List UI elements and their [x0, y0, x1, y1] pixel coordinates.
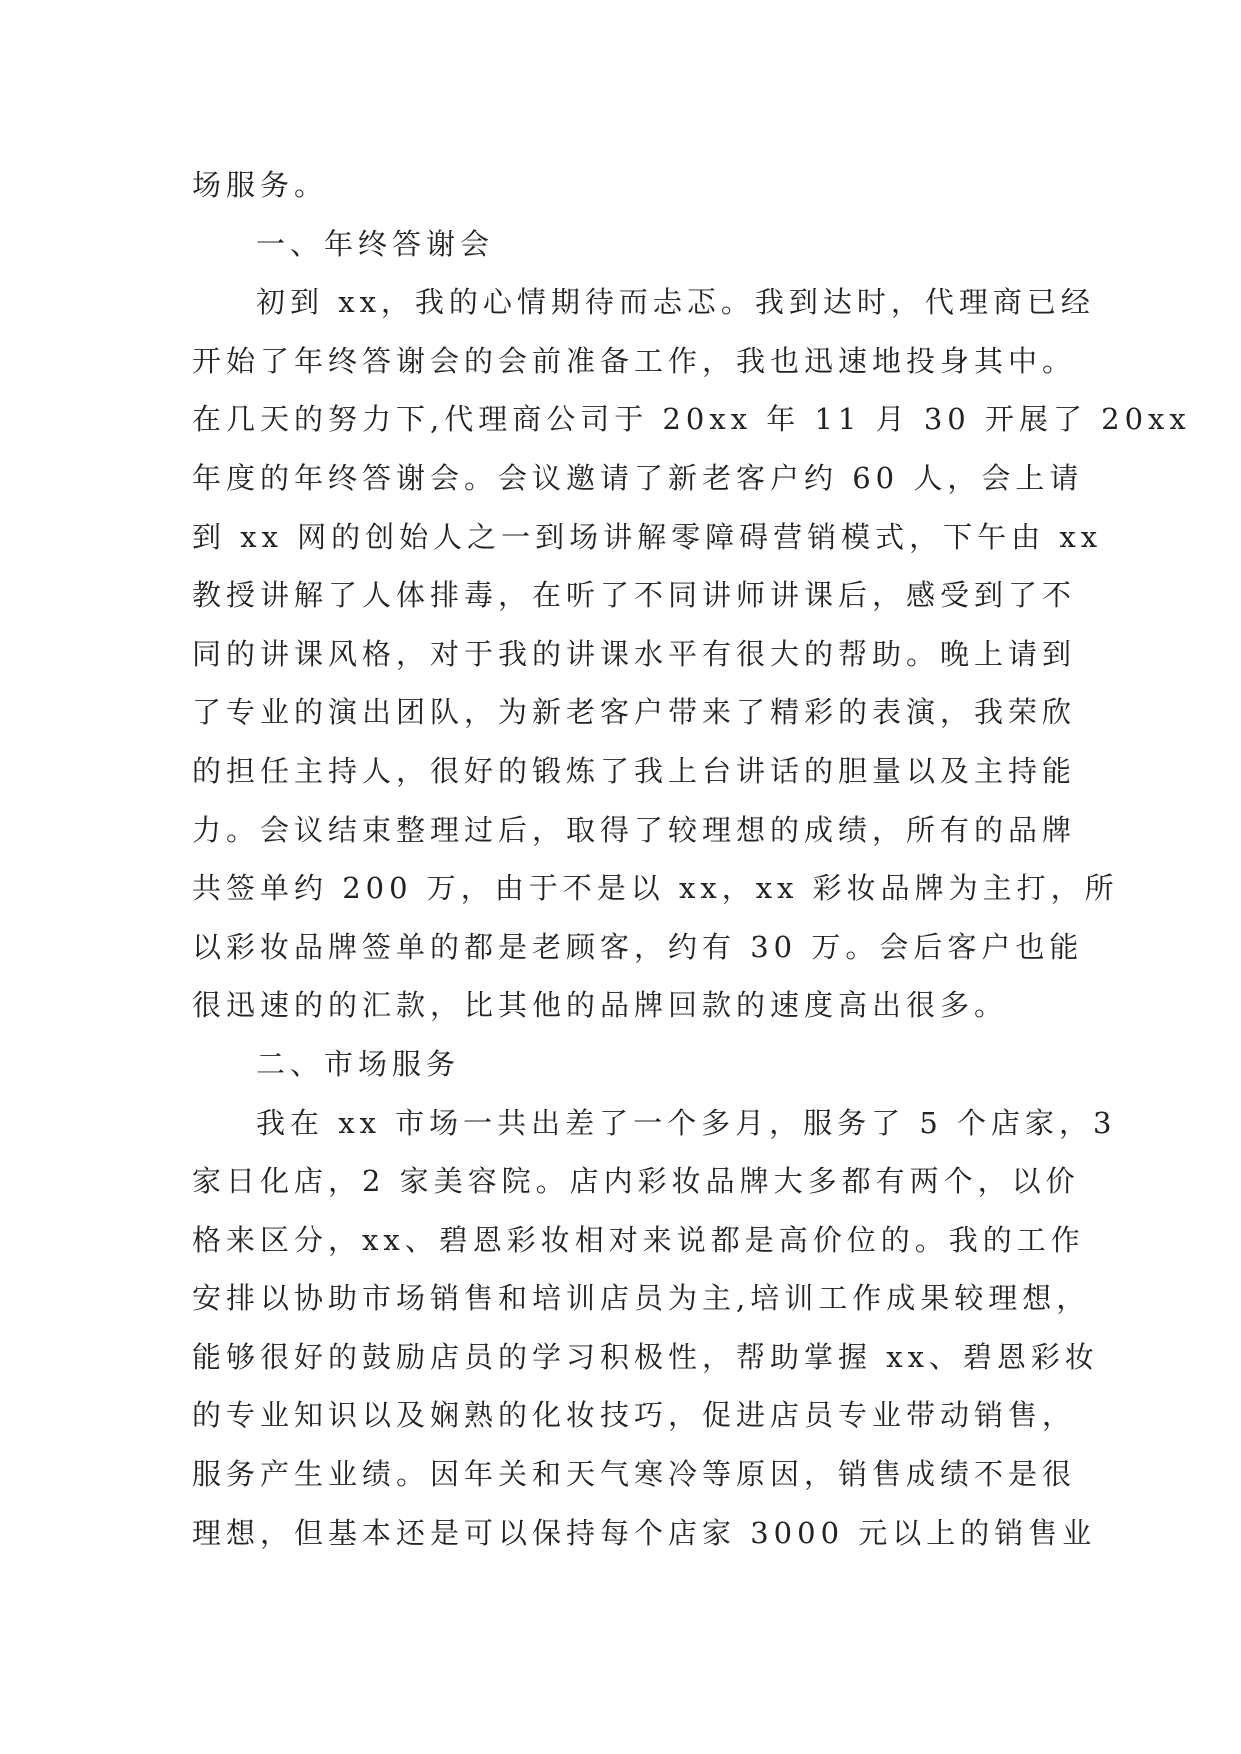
paragraph-line: 我在 xx 市场一共出差了一个多月，服务了 5 个店家，3: [256, 1105, 1117, 1140]
paragraph-line: 教授讲解了人体排毒，在听了不同讲师讲课后，感受到了不: [192, 578, 1077, 613]
paragraph-line: 同的讲课风格，对于我的讲课水平有很大的帮助。晚上请到: [192, 636, 1077, 671]
paragraph-line: 理想，但基本还是可以保持每个店家 3000 元以上的销售业: [192, 1515, 1097, 1550]
paragraph-line: 力。会议结束整理过后，取得了较理想的成绩，所有的品牌: [192, 812, 1077, 847]
paragraph-line: 初到 xx，我的心情期待而忐忑。我到达时，代理商已经: [256, 285, 1095, 320]
paragraph-line: 的担任主持人，很好的锻炼了我上台讲话的胆量以及主持能: [192, 753, 1077, 788]
paragraph-line: 以彩妆品牌签单的都是老顾客，约有 30 万。会后客户也能: [192, 929, 1084, 964]
paragraph-line: 安排以协助市场销售和培训店员为主,培训工作成果较理想，: [192, 1281, 1091, 1316]
paragraph-line: 的专业知识以及娴熟的化妆技巧，促进店员专业带动销售，: [192, 1398, 1077, 1433]
paragraph-line: 了专业的演出团队，为新老客户带来了精彩的表演，我荣欣: [192, 695, 1077, 730]
paragraph-line: 到 xx 网的创始人之一到场讲解零障碍营销模式，下午由 xx: [192, 519, 1103, 554]
document-body: [192, 156, 1191, 1562]
paragraph-line: 场服务。: [192, 168, 329, 202]
paragraph-line: 很迅速的的汇款，比其他的品牌回款的速度高出很多。: [192, 988, 1009, 1023]
section-heading: 二、市场服务: [256, 1046, 461, 1081]
paragraph-line: 服务产生业绩。因年关和天气寒冷等原因，销售成绩不是很: [192, 1457, 1077, 1492]
paragraph-line: 家日化店，2 家美容院。店内彩妆品牌大多都有两个，以价: [192, 1164, 1080, 1199]
paragraph-line: 年度的年终答谢会。会议邀请了新老客户约 60 人，会上请: [192, 460, 1084, 495]
paragraph-line: 在几天的努力下,代理商公司于 20xx 年 11 月 30 开展了 20xx: [192, 402, 1191, 437]
paragraph-line: 格来区分，xx、碧恩彩妆相对来说都是高价位的。我的工作: [192, 1222, 1085, 1257]
section-heading: 一、年终答谢会: [256, 226, 495, 261]
paragraph-line: 能够很好的鼓励店员的学习积极性，帮助掌握 xx、碧恩彩妆: [192, 1339, 1099, 1374]
paragraph-line: 开始了年终答谢会的会前准备工作，我也迅速地投身其中。: [192, 343, 1077, 378]
paragraph-line: 共签单约 200 万，由于不是以 xx，xx 彩妆品牌为主打，所: [192, 871, 1119, 906]
